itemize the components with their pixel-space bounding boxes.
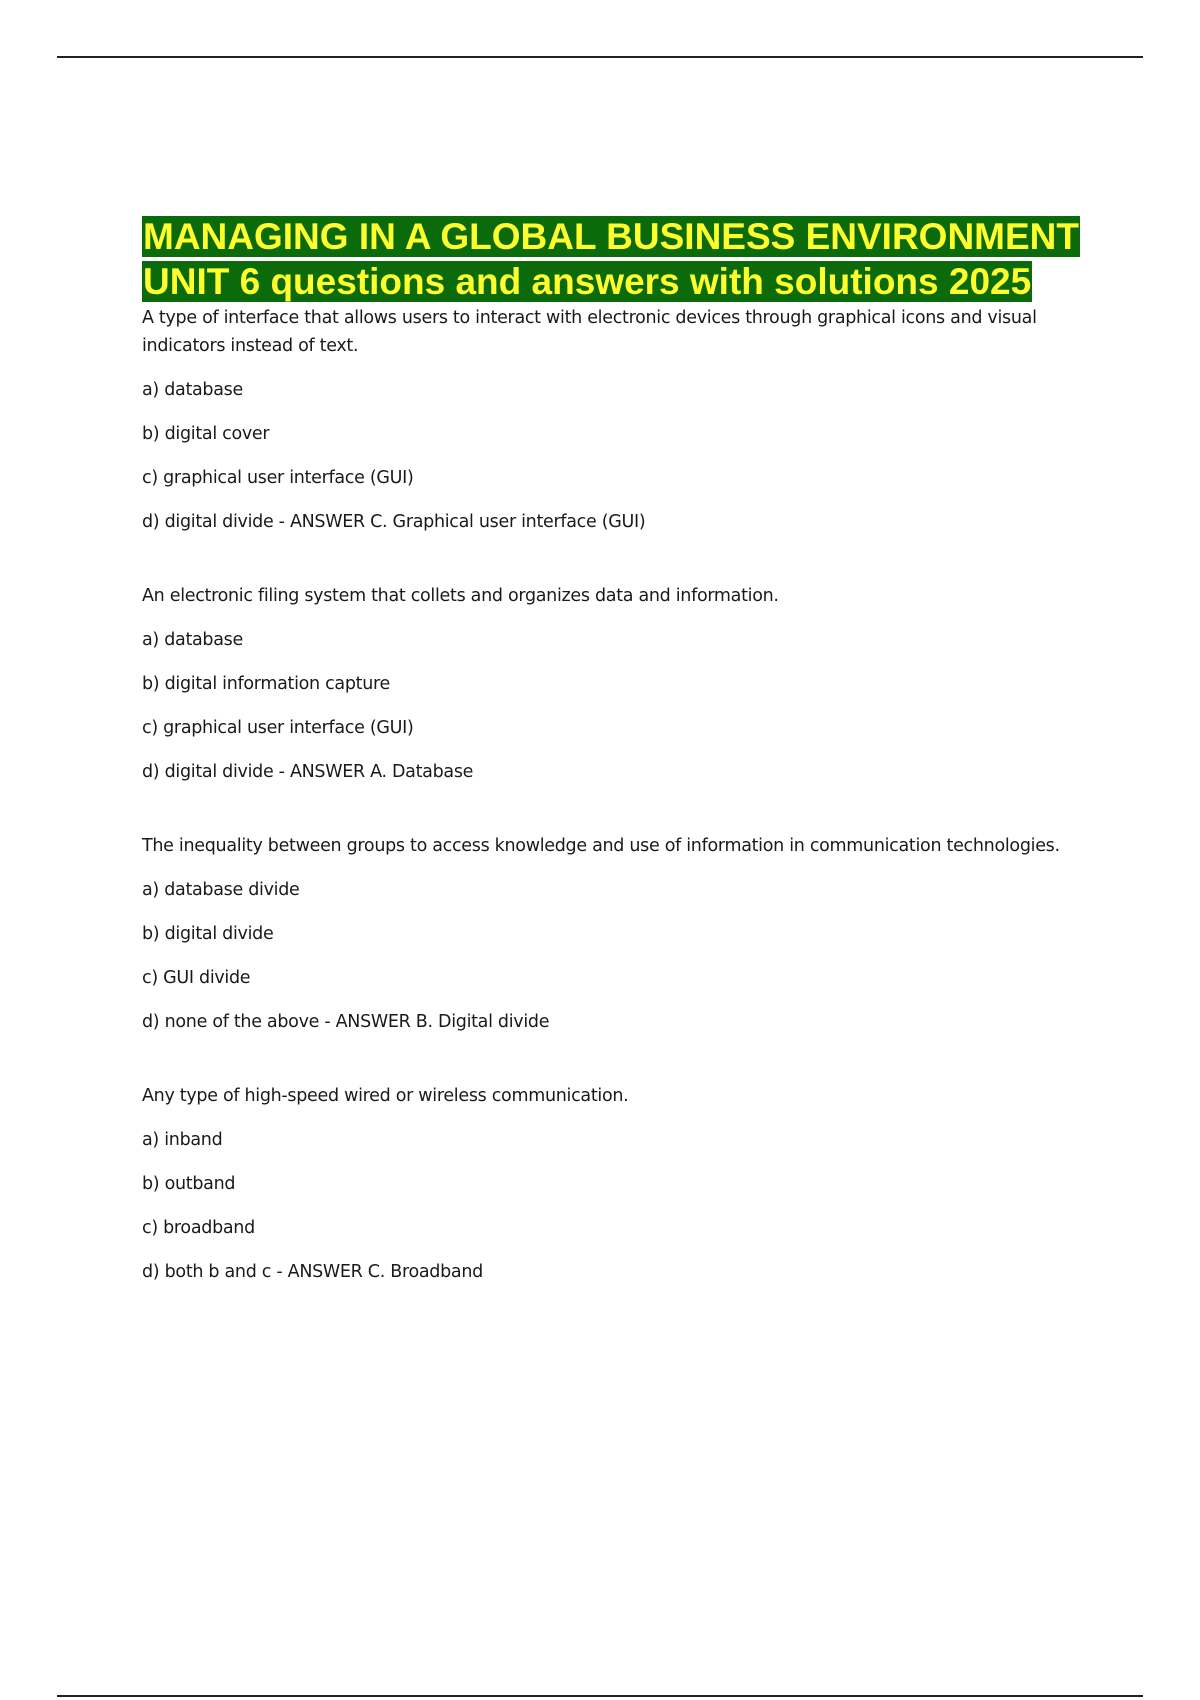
question-text: An electronic filing system that collets and organizes data and information. xyxy=(142,586,779,606)
title-highlight: MANAGING IN A GLOBAL BUSINESS ENVIRONMENT UNIT 6 questions and answers with solutions 2025 xyxy=(143,216,1080,302)
option-b: b) outband xyxy=(142,1174,236,1194)
option-c: c) GUI divide xyxy=(142,968,251,988)
top-rule xyxy=(57,56,1143,58)
option-c: c) graphical user interface (GUI) xyxy=(142,468,414,488)
document-body xyxy=(142,214,1102,1302)
question-4 xyxy=(142,1082,1102,1286)
question-text: A type of interface that allows users to interact with electronic devices through graphical icons and visual indicators instead of text. xyxy=(142,308,1037,356)
option-d-answer: d) digital divide - ANSWER C. Graphical user interface (GUI) xyxy=(142,512,646,532)
option-a: a) inband xyxy=(142,1130,223,1150)
option-b: b) digital information capture xyxy=(142,674,390,694)
option-a: a) database xyxy=(142,380,243,400)
bottom-rule xyxy=(57,1695,1143,1697)
option-c: c) graphical user interface (GUI) xyxy=(142,718,414,738)
option-b: b) digital cover xyxy=(142,424,270,444)
question-1 xyxy=(142,304,1102,536)
question-text: The inequality between groups to access knowledge and use of information in communication technologies. xyxy=(142,836,1060,856)
option-d-answer: d) digital divide - ANSWER A. Database xyxy=(142,762,474,782)
question-2 xyxy=(142,582,1102,786)
question-3 xyxy=(142,832,1102,1036)
question-text: Any type of high-speed wired or wireless communication. xyxy=(142,1086,629,1106)
option-a: a) database divide xyxy=(142,880,300,900)
option-a: a) database xyxy=(142,630,243,650)
option-d-answer: d) both b and c - ANSWER C. Broadband xyxy=(142,1262,483,1282)
option-d-answer: d) none of the above - ANSWER B. Digital divide xyxy=(142,1012,550,1032)
option-c: c) broadband xyxy=(142,1218,255,1238)
document-title xyxy=(142,214,1102,304)
option-b: b) digital divide xyxy=(142,924,274,944)
